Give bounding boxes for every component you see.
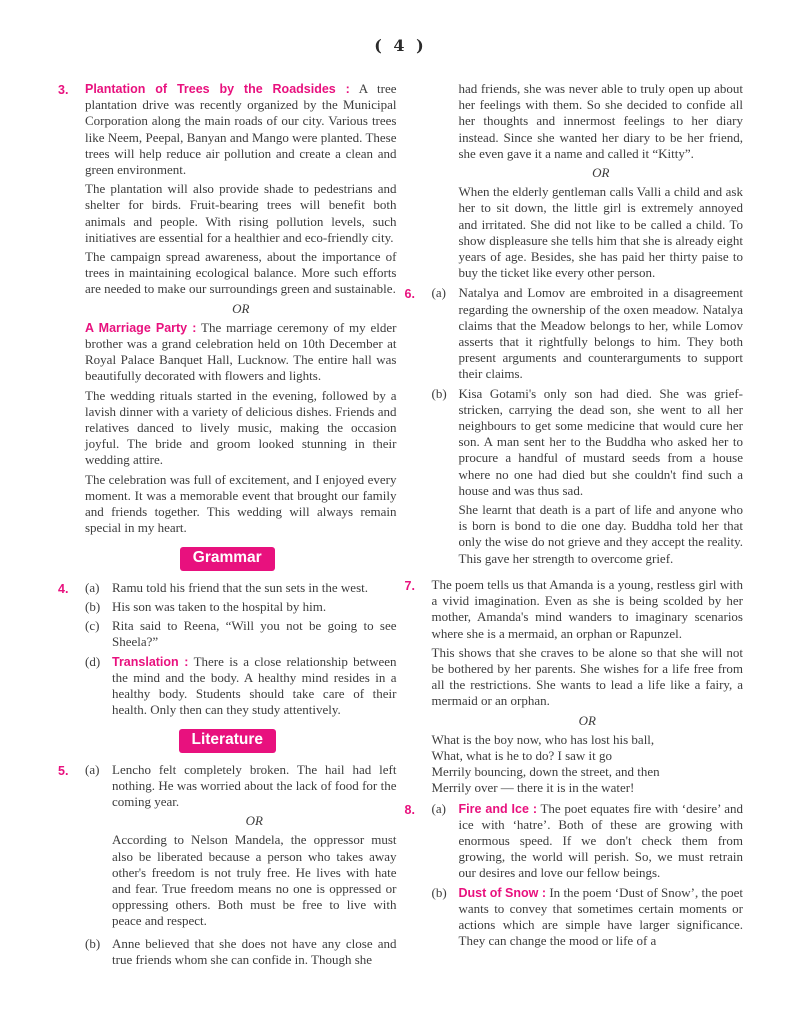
answer-paragraph: had friends, she was never able to truly open up about her feelings with them. So she decided to confide all her thoughts and innermost feelings to her diary instead. Since she wanted her diary to be her friend, she even gave it a name and called it “Kitty”. xyxy=(458,81,743,161)
answer-text: His son was taken to the hospital by him. xyxy=(112,598,327,614)
question-4-body xyxy=(85,580,397,722)
answer-paragraph: She learnt that death is a part of life and anyone who is born is bond to die one day. Buddha told her that only the wise do not grieve and they accept the reality. This gave her strength to overcome grief. xyxy=(458,502,743,566)
answer-paragraph: The campaign spread awareness, about the importance of trees in maintaining ecological balance. More such efforts are needed to make our surroundings green and sustainable. xyxy=(85,249,397,297)
or-separator: OR xyxy=(592,165,610,181)
answer-text xyxy=(459,885,744,950)
answer-text xyxy=(459,801,744,882)
right-column xyxy=(405,81,744,975)
sub-answer-6a xyxy=(432,285,744,382)
sub-answer-8b xyxy=(432,885,744,950)
answer-text xyxy=(112,654,397,719)
literature-section-row xyxy=(58,729,397,752)
poem-line: What is the boy now, who has lost his ball, xyxy=(431,731,655,747)
topic-heading-marriage-party: A Marriage Party : xyxy=(85,320,197,335)
question-3-number: 3. xyxy=(58,83,69,97)
question-5-number: 5. xyxy=(58,763,69,778)
page-number: ( 4 ) xyxy=(374,36,427,55)
sub-label: (d) xyxy=(85,653,101,669)
question-6-number: 6. xyxy=(404,287,415,302)
answer-text: Rita said to Reena, “Will you not be going to see Sheela?” xyxy=(112,618,397,650)
literature-section-badge: Literature xyxy=(179,729,277,752)
sub-answer-4a xyxy=(85,580,397,596)
topic-heading-fire-and-ice: Fire and Ice : xyxy=(458,801,537,816)
question-3 xyxy=(58,81,397,539)
question-4 xyxy=(58,580,397,722)
answer-paragraph xyxy=(85,81,397,178)
question-4-number: 4. xyxy=(58,581,69,596)
question-8-number: 8. xyxy=(404,802,415,817)
topic-heading-plantation: Plantation of Trees by the Roadsides : xyxy=(85,82,350,96)
answer-text: Anne believed that she does not have any close and true friends whom she can confide in. Though she xyxy=(112,935,397,967)
answer-text: Natalya and Lomov are embroited in a disagreement regarding the ownership of the oxen meadow. Natalya claims that the Meadow belongs to her, while Lomov asserts that it rightfully belongs to him. They both present arguments and counterarguments to support their claims. xyxy=(458,285,743,382)
question-7-body xyxy=(432,577,744,797)
poem-stanza xyxy=(432,732,744,797)
question-6-body xyxy=(432,285,744,572)
grammar-section-badge: Grammar xyxy=(180,547,275,570)
left-column xyxy=(58,81,397,975)
sub-label: (a) xyxy=(85,761,100,777)
sub-label: (b) xyxy=(431,385,447,401)
sub-label: (a) xyxy=(431,800,446,816)
sub-answer-5b xyxy=(85,936,397,968)
sub-label: (b) xyxy=(85,935,101,951)
answer-paragraph: When the elderly gentleman calls Valli a child and ask her to sit down, the little girl is extremely annoyed and irritated. She did not like to be called a child. To show displeasure she tells him that she is already eight years of age. Besides, she has paid her thirty paise to buy the ticket like every other person. xyxy=(458,184,743,281)
answer-paragraph: The plantation will also provide shade to pedestrians and shelter for birds. Fruit-bearing trees will benefit both animals and people. With rising pollution levels, such initiatives are essential for a healthier and eco-friendly city. xyxy=(85,181,397,245)
answer-text: A tree plantation drive was recently organized by the Municipal Corporation along the main roads of our city. Various trees like Neem, Peepal, Banyan and Mango were planted. These trees will help reduce air pollution and create a clean and green environment. xyxy=(85,81,397,178)
answer-text: The marriage ceremony of my elder brother was a grand celebration held on 10th December at Royal Palace Banquet Hall, Lucknow. The entire hall was beautifully decorated with flowers and lights. xyxy=(85,319,397,384)
answer-paragraph: This shows that she craves to be alone so that she will not be bothered by her parents. She wishes for a life free from all the restrictions. She wants to lead a life like a fairy, a mermaid or an orphan. xyxy=(431,644,743,709)
answer-text: Ramu told his friend that the sun sets in the west. xyxy=(112,579,368,595)
question-5b-continuation xyxy=(459,81,744,281)
question-6 xyxy=(405,285,744,572)
sub-answer-6b xyxy=(432,386,744,570)
question-5-body xyxy=(85,762,397,971)
or-separator: OR xyxy=(245,813,263,829)
sub-answer-4b xyxy=(85,599,397,615)
topic-heading-dust-of-snow: Dust of Snow : xyxy=(458,885,547,900)
sub-answer-5a-body xyxy=(112,762,397,933)
answer-paragraph xyxy=(85,320,397,385)
sub-answer-4c xyxy=(85,618,397,650)
grammar-section-row xyxy=(58,547,397,570)
answer-paragraph: According to Nelson Mandela, the oppressor must also be liberated because a person who takes away other's freedom is not truly free. He lives with hate and fear. True freedom means no one is oppressed or oppressing others. Both must be free to live with peace and respect. xyxy=(112,832,397,929)
topic-heading-translation: Translation : xyxy=(112,654,189,669)
sub-label: (c) xyxy=(85,618,100,634)
sub-label: (b) xyxy=(85,598,101,614)
answer-text: There is a close relationship between the mind and the body. A healthy mind resides in a healthy body. Students should take care of their health. Only then can they study attentively. xyxy=(112,653,397,718)
poem-line: Merrily bouncing, down the street, and then xyxy=(431,764,660,780)
or-separator: OR xyxy=(232,300,250,316)
sub-answer-4d xyxy=(85,654,397,719)
question-3-body xyxy=(85,81,397,539)
answer-paragraph: Lencho felt completely broken. The hail had left nothing. He was worried about the lack of food for the coming year. xyxy=(112,761,397,809)
or-separator: OR xyxy=(578,712,596,728)
sub-answer-5a xyxy=(85,762,397,933)
sub-answer-6b-body xyxy=(459,386,744,570)
answer-paragraph: The poem tells us that Amanda is a young, restless girl with a vivid imagination. Even as she is being scolded by her mother, Amanda's mind wanders to imaginary scenarios where she is a mermaid, an orphan or Rapunzel. xyxy=(431,576,743,641)
sub-answer-8a xyxy=(432,801,744,882)
question-7 xyxy=(405,577,744,797)
poem-line: Merrily over — there it is in the water! xyxy=(431,780,635,796)
sub-label: (a) xyxy=(431,285,446,301)
question-5 xyxy=(58,762,397,971)
question-8-body xyxy=(432,801,744,953)
sub-label: (b) xyxy=(431,884,447,900)
answer-paragraph: The wedding rituals started in the evening, followed by a lavish dinner with a variety of delicious dishes. Friends and relatives danced to lively music, making the occasion joyful. The bride and groom looked stunning in their wedding attire. xyxy=(85,387,397,468)
sub-label: (a) xyxy=(85,579,100,595)
poem-line: What, what is he to do? I saw it go xyxy=(431,747,613,763)
answer-paragraph: The celebration was full of excitement, and I enjoyed every moment. It was a memorable event that brought our family and friends together. This wedding will always remain special in my heart. xyxy=(85,471,397,536)
answer-text: In the poem ‘Dust of Snow’, the poet wants to convey that sometimes certain moments or actions which are simple have larger significance. They can change the mood or life of a xyxy=(458,884,744,949)
question-7-number: 7. xyxy=(404,578,415,593)
question-8 xyxy=(405,801,744,953)
answer-text: The poet equates fire with ‘desire’ and ice with ‘hatre’. Both of these are growing with enormous speed. If we don't check them from growing, the world will perish. So, we must retrain our desires and love our fellow beings. xyxy=(458,800,743,881)
answer-paragraph: Kisa Gotami's only son had died. She was grief-stricken, carrying the dead son, she went to all her neighbours to get some medicine that would cure her son. A man sent her to the Buddha who asked her to procure a handful of mustard seeds from a house where no one had died but she couldn't find such a house and was thus sad. xyxy=(458,385,743,498)
two-column-layout xyxy=(58,81,743,975)
